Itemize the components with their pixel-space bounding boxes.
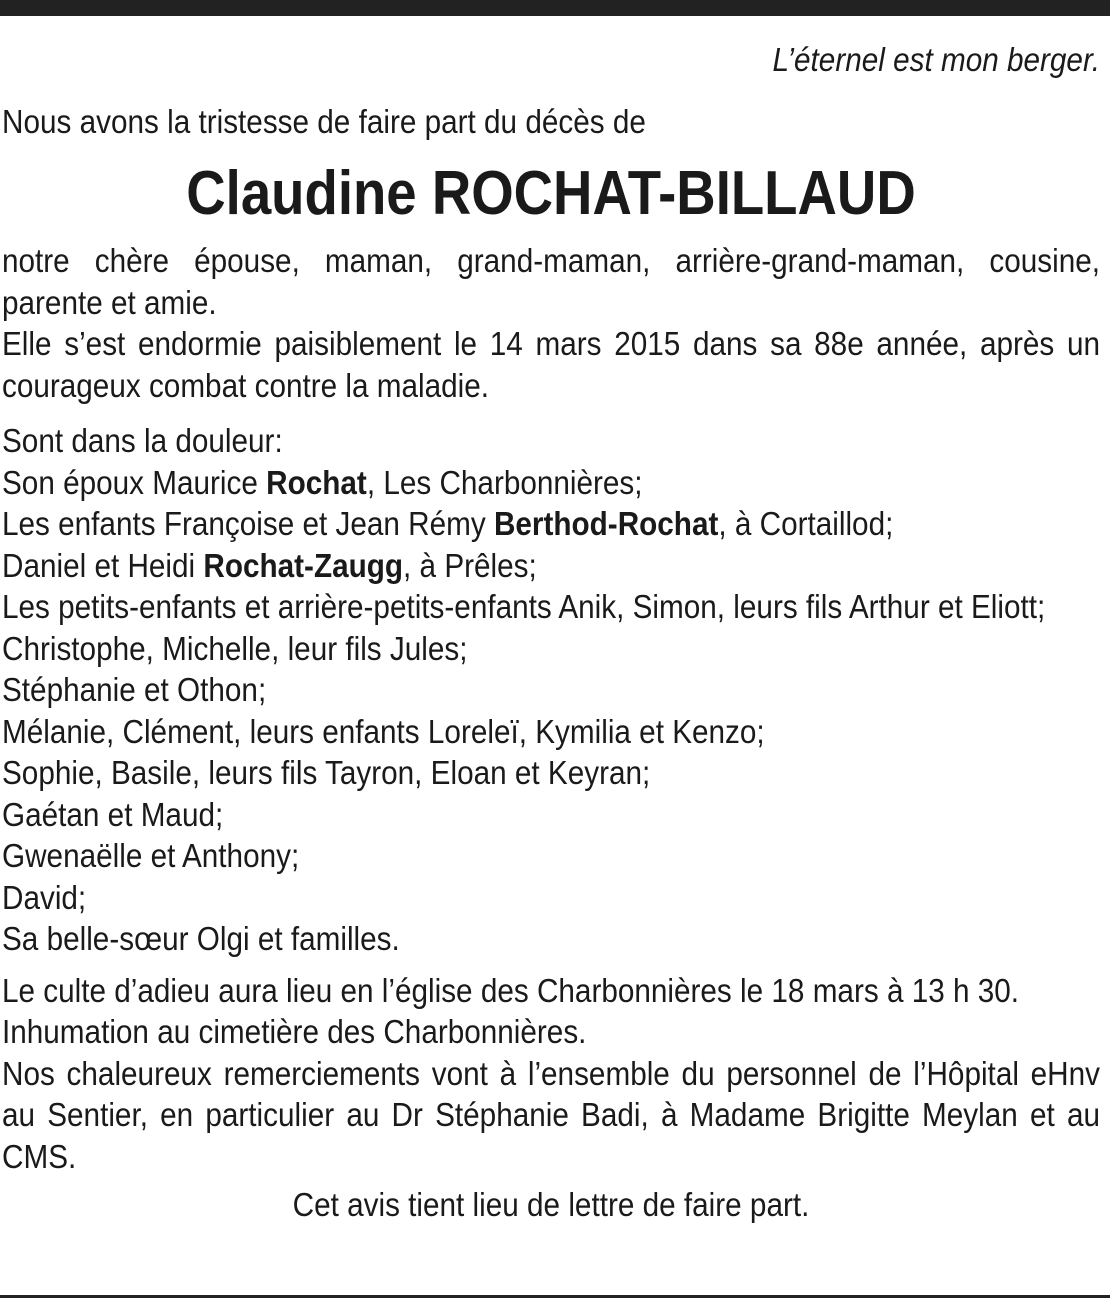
mourner-line: Sophie, Basile, leurs fils Tayron, Eloan et Keyran; [2, 754, 651, 791]
mourner-line: Gwenaëlle et Anthony; [2, 837, 300, 874]
mourner-spouse [2, 462, 1100, 504]
mourners-intro: Sont dans la douleur: [2, 422, 283, 459]
mourner-prefix: Daniel et Heidi [2, 546, 204, 584]
thanks-text: Nos chaleureux remerciements vont à l’ensemble du personnel de l’Hôpital eHnv au Sentier, en particulier au Dr Stéphanie Badi, à Madame Brigitte Meylan et au CMS. [2, 1054, 1100, 1175]
burial-info: Inhumation au cimetière des Charbonnières. [2, 1013, 587, 1050]
mourner-prefix: Son époux Maurice [2, 463, 267, 501]
obituary-notice [2, 38, 1100, 1227]
notice-body [2, 240, 1100, 1177]
mourner-line: Stéphanie et Othon; [2, 671, 267, 708]
mourner-line: Sa belle-sœur Olgi et familles. [2, 920, 400, 957]
mourner-line: Christophe, Michelle, leur fils Jules; [2, 629, 468, 667]
mourner-suffix: , Les Charbonnières; [366, 463, 643, 501]
top-rule [0, 0, 1110, 16]
mourner-suffix: , à Prêles; [403, 546, 537, 584]
announcement: Nous avons la tristesse de faire part du décès de [2, 103, 646, 140]
mourner-suffix: , à Cortaillod; [718, 505, 894, 542]
mourner-line: David; [2, 878, 87, 916]
bottom-rule [0, 1295, 1110, 1298]
mourner-line: Gaétan et Maud; [2, 795, 224, 833]
closing-note: Cet avis tient lieu de lettre de faire part. [292, 1186, 810, 1223]
mourner-line: Mélanie, Clément, leurs enfants Loreleï, Kymilia et Kenzo; [2, 712, 765, 750]
passing-text: Elle s’est endormie paisiblement le 14 mars 2015 dans sa 88e année, après un courageux combat contre la maladie. [2, 325, 1100, 404]
epigraph: L’éternel est mon berger. [772, 41, 1100, 78]
description: notre chère épouse, maman, grand-maman, arrière-grand-maman, cousine, parente et amie. [2, 242, 1100, 321]
mourner-prefix: Les enfants Françoise et Jean Rémy [2, 505, 494, 542]
mourner-children-2 [2, 545, 1100, 587]
mourner-surname: Berthod-Rochat [493, 505, 719, 542]
deceased-name: Claudine ROCHAT-BILLAUD [186, 159, 916, 228]
mourner-line: Les petits-enfants et arrière-petits-enfants Anik, Simon, leurs fils Arthur et Eliott; [2, 588, 1046, 625]
mourner-surname: Rochat [266, 463, 367, 501]
mourner-surname: Rochat-Zaugg [203, 546, 404, 584]
ceremony-info: Le culte d’adieu aura lieu en l’église des Charbonnières le 18 mars à 13 h 30. [2, 971, 1020, 1009]
mourner-children-1 [2, 503, 1100, 545]
